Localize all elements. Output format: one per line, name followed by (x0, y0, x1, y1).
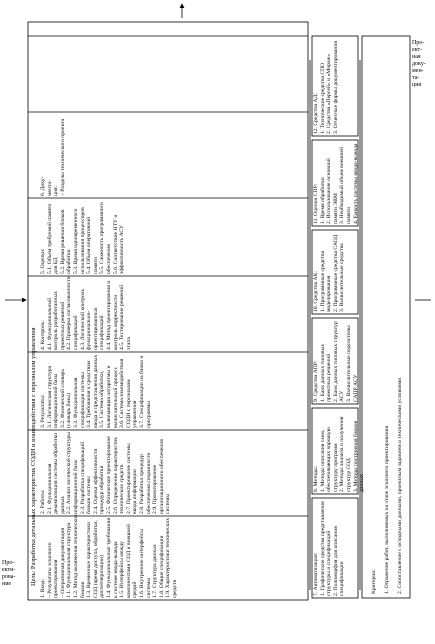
criteria-heading: Критерии: (370, 569, 377, 594)
tool-ak: 10. Средства АК: 1. Программные средства моделирования 2. Программные средства САОД 3. Вычислительные средства (313, 234, 346, 312)
stage-control: 4. Контроль: 4.1. Функциональный контроль разработанных проектных решений 4.2. Проверка согласованности спецификаций 4.3. Логический контроль функционально-ориентированных спецификаций 4.4. Метод проектирования и контроль корректности 4.5. Тестирование решений этапа (40, 276, 132, 350)
tool-methods: 8. Методы: 1. Методы описания схем, обеспечивающих хорошую структуру программ 2. Методы анализа и получения структур СОД 3. Методы построения блоков данных (313, 416, 366, 492)
stage-input: 1. Вход: – Результаты эскизного проектирования – Оперативная документация 1.1. Функциональная структура 1.2. Метод включения технических блоков 1.3. Временные характеристики СОД (время доступа, обработки, диспетчеризации) 1.4. Функциональные требования к системе ввода-вывода 1.5. Интерфейсы между компонентами СОД и внешней средой 1.6. Внутренние интерфейсы системы 1.7. Структура данных 1.8. Общие спецификации 1.9. Характеристики технических средств (40, 514, 178, 598)
stage-documentation: 6. Доку- мента- ция: – Разделы технического проекта (40, 118, 66, 196)
diagram-title: Цель: Разработка детальных характеристик СОДИ и взаимодействия с персоналом управления (30, 327, 37, 586)
output-side-label: Про- ект- ная доку- мен- та- ция (412, 40, 426, 88)
input-side-label: Про- екти- рова- ние (2, 560, 16, 587)
criteria-item: 2. Сопоставление с исходными данными, проектным заданием и техническими условиями (396, 377, 403, 594)
stage-works: 2. Работы: 2.1. Функциональная декомпозиция системы обработки данных 2.2. Анализ логической структуры информационной базы 2.3. Разработка спецификаций блоков системы 2.4. Оценка эффективности процедур обработки 2.5. Физическое проектирование 2.6. Определение характеристик технических средств 2.7. Проектирование системы ввода информации 2.8. Разработка процедур обеспечения сохранности 2.9. Проектирование организационного обеспечения системы (40, 431, 172, 514)
tool-spr-estimates: 11. Оценки СПР: 1. Время обработки 2. Использование основной памяти ЭВМ 3. Необходимый объем внешней памяти 4. Емкость системы ввода-вывода (313, 143, 359, 224)
tool-automation: 7. Автоматизация: 1. Графические средства представления структуры и спецификаций 2. Полиморфия для описания спецификации (313, 501, 346, 596)
criteria-item: 1. Отражение работ, выполняемых на этапе эскизного проектирования (383, 425, 390, 594)
stage-results: 3. Результаты: 3.1. Логическая структура информационной базы 3.2. Физический словарь (словарь базы) 3.3. Функциональная спецификация системы 3.4. Требования к средствам ввода и представления данных 3.5. Система обработки, включающая алгоритмы и вычислительный процесс 3.6. Система взаимодействия СОДИ с персоналом управления 3.7. Спецификации на блоки и программы (40, 354, 152, 428)
tool-ad: 12. Средства АД: 1. Технические средства СПО 2. Средства «Персей» и «Мираж» 3. Отчетные формы документирования (313, 41, 339, 134)
stage-estimates: 5. Оценки: 5.1. Объем требуемой памяти для БД 5.2. Время решения блоков обработки 5.3. Время одновременного использования процессоров 5.4. Объем оперативной памяти 5.5. Сложность программного обеспечения 5.6. Соответствие НТУ и эффективность АСУ (40, 202, 126, 274)
criteria-block (364, 40, 408, 594)
tool-apr: 9. Средства АПР: 1. Банк данных типовых проектных решений 2. Банк данных типовых структур АСУ 3. Вычислительные подсистемы САПР АСУ (313, 321, 359, 402)
